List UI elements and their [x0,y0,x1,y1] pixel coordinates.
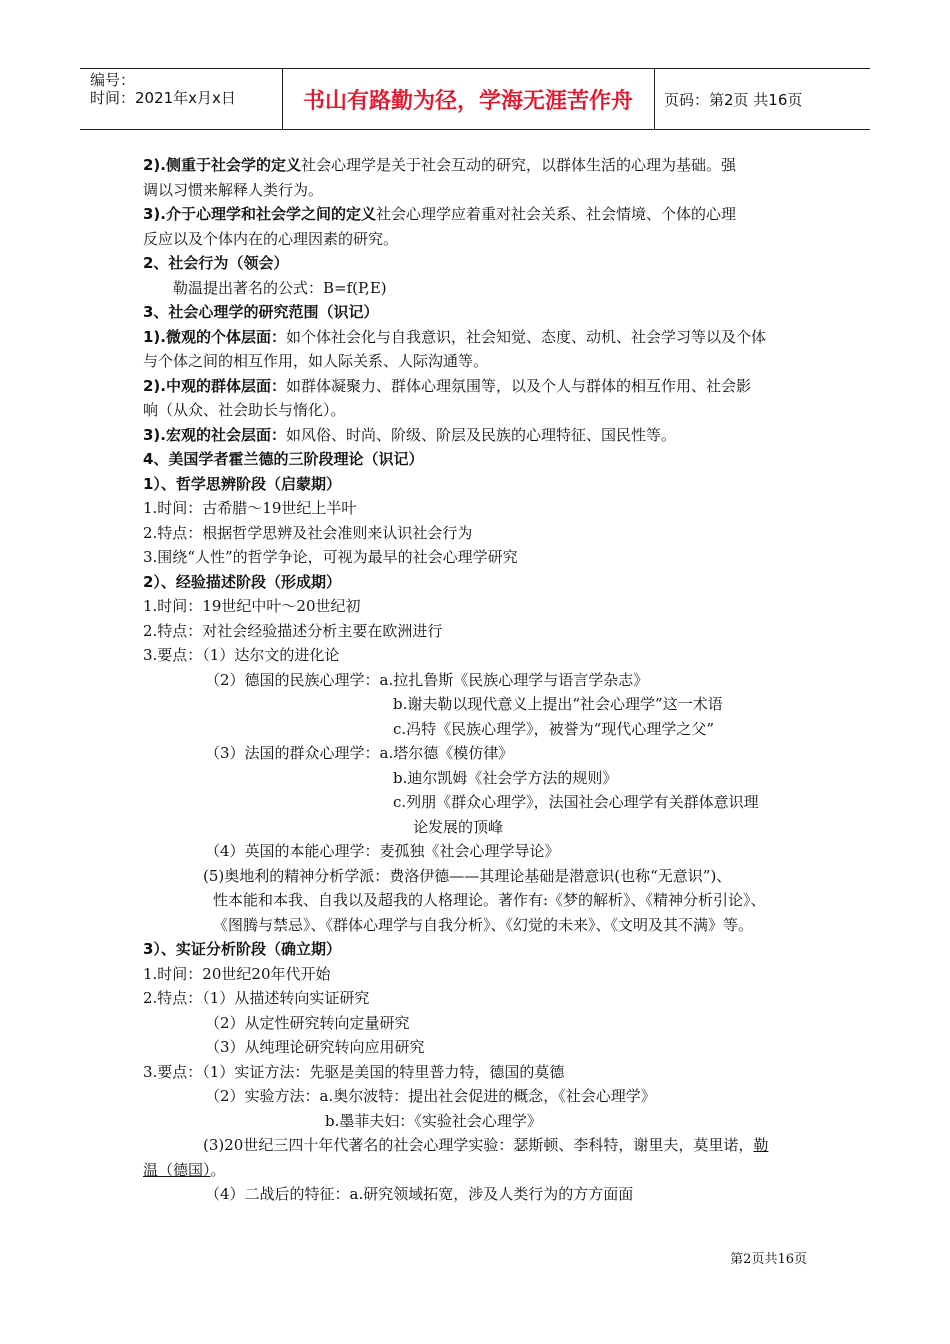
header-table [80,68,870,130]
bold-term: 1).微观的个体层面： [143,327,286,346]
paragraph [143,374,808,399]
number-label: 编号： [90,71,136,89]
section-heading: 4、美国学者霍兰德的三阶段理论（识记） [143,450,424,468]
bold-term: 2).侧重于社会学的定义 [143,156,301,174]
header-page-label: 页码：第2页 共16页 [664,90,803,109]
text-line: （3）从纯理论研究转向应用研究 [205,1038,425,1056]
text-line: （3）法国的群众心理学：a.塔尔德《模仿律》 [205,744,514,762]
time-label: 时间：2021年x月x日 [90,89,236,107]
subsection-heading: 3）、实证分析阶段（确立期） [143,940,341,958]
text: 如个体社会化与自我意识，社会知觉、态度、动机、社会学习等以及个体 [286,327,767,346]
text-line: b.迪尔凯姆《社会学方法的规则》 [393,768,618,787]
text-line: 论发展的顶峰 [413,817,504,836]
text-line: （2）德国的民族心理学：a.拉扎鲁斯《民族心理学与语言学杂志》 [205,670,649,689]
section-heading: 3、社会心理学的研究范围（识记） [143,303,379,321]
text-line: 《图腾与禁忌》、《群体心理学与自我分析》、《幻觉的未来》、《文明及其不满》等。 [213,915,754,934]
text-line: 1.时间：19世纪中叶～20世纪初 [143,597,361,615]
header-motto: 书山有路勤为径，学海无涯苦作舟 [302,88,633,114]
page-footer: 第2页共16页 [730,1252,807,1267]
text-line: (5)奥地利的精神分析学派：费洛伊德——其理论基础是潜意识(也称“无意识”)、 [203,866,732,885]
underlined-text: 温（德国） [143,1160,211,1179]
text-line: 调以习惯来解释人类行为。 [143,180,324,199]
text-line: 性本能和本我、自我以及超我的人格理论。著作有:《梦的解析》、《精神分析引论》、 [213,891,766,909]
text-line: 与个体之间的相互作用，如人际关系、人际沟通等。 [143,352,489,370]
underlined-text: 勒 [753,1136,769,1154]
text-line: （2）从定性研究转向定量研究 [205,1013,410,1032]
subsection-heading: 2）、经验描述阶段（形成期） [143,572,341,591]
text-line: c.冯特《民族心理学》，被誉为“现代心理学之父” [393,719,715,738]
paragraph [143,153,808,178]
text-line: 3.要点：（1）实证方法：先驱是美国的特里普力特，德国的莫德 [143,1062,565,1081]
text-line: （2）实验方法：a.奥尔波特：提出社会促进的概念，《社会心理学》 [205,1087,656,1105]
text-line: 3.围绕“人性”的哲学争论，可视为最早的社会心理学研究 [143,548,518,566]
paragraph [143,423,808,448]
text-line: 2.特点：对社会经验描述分析主要在欧洲进行 [143,621,443,640]
text: 如风俗、时尚、阶级、阶层及民族的心理特征、国民性等。 [286,425,677,444]
header-divider [654,69,655,129]
bold-term: 3).介于心理学和社会学之间的定义 [143,205,376,223]
subsection-heading: 1）、哲学思辨阶段（启蒙期） [143,474,341,493]
text-line: 3.要点：（1）达尔文的进化论 [143,646,340,664]
text-line: 1.时间：古希腊～19世纪上半叶 [143,499,357,517]
text: 社会心理学应着重对社会关系、社会情境、个体的心理 [376,205,737,223]
section-heading: 2、社会行为（领会） [143,254,289,272]
text-line: （4）英国的本能心理学：麦孤独《社会心理学导论》 [205,842,560,860]
text-line: 2.特点：（1）从描述转向实证研究 [143,989,370,1007]
bold-term: 2).中观的群体层面： [143,376,286,395]
text: 。 [210,1160,226,1179]
header-meta [90,71,285,107]
paragraph [143,1158,808,1183]
text-line: 反应以及个体内在的心理因素的研究。 [143,229,399,248]
text-line: c.列朋《群众心理学》，法国社会心理学有关群体意识理 [393,793,759,811]
paragraph [143,1133,808,1158]
text: (3)20世纪三四十年代著名的社会心理学实验：瑟斯顿、李科特，谢里夫，莫里诺， [203,1136,754,1154]
text-line: （4）二战后的特征：a.研究领域拓宽，涉及人类行为的方方面面 [205,1185,634,1203]
text-line: 勒温提出著名的公式：B=f(P,E) [173,278,387,297]
text: 社会心理学是关于社会互动的研究，以群体生活的心理为基础。强 [301,156,737,174]
text-line: b.墨菲夫妇：《实验社会心理学》 [325,1111,542,1130]
text: 如群体凝聚力、群体心理氛围等，以及个人与群体的相互作用、社会影 [286,376,752,395]
bold-term: 3).宏观的社会层面： [143,425,286,444]
paragraph [143,325,808,350]
document-body [143,153,808,1207]
text-line: 2.特点：根据哲学思辨及社会准则来认识社会行为 [143,523,473,542]
paragraph [143,202,808,227]
text-line: b.谢夫勒以现代意义上提出“社会心理学”这一术语 [393,695,723,713]
text-line: 响（从众、社会助长与惰化）。 [143,401,346,419]
text-line: 1.时间：20世纪20年代开始 [143,964,331,983]
